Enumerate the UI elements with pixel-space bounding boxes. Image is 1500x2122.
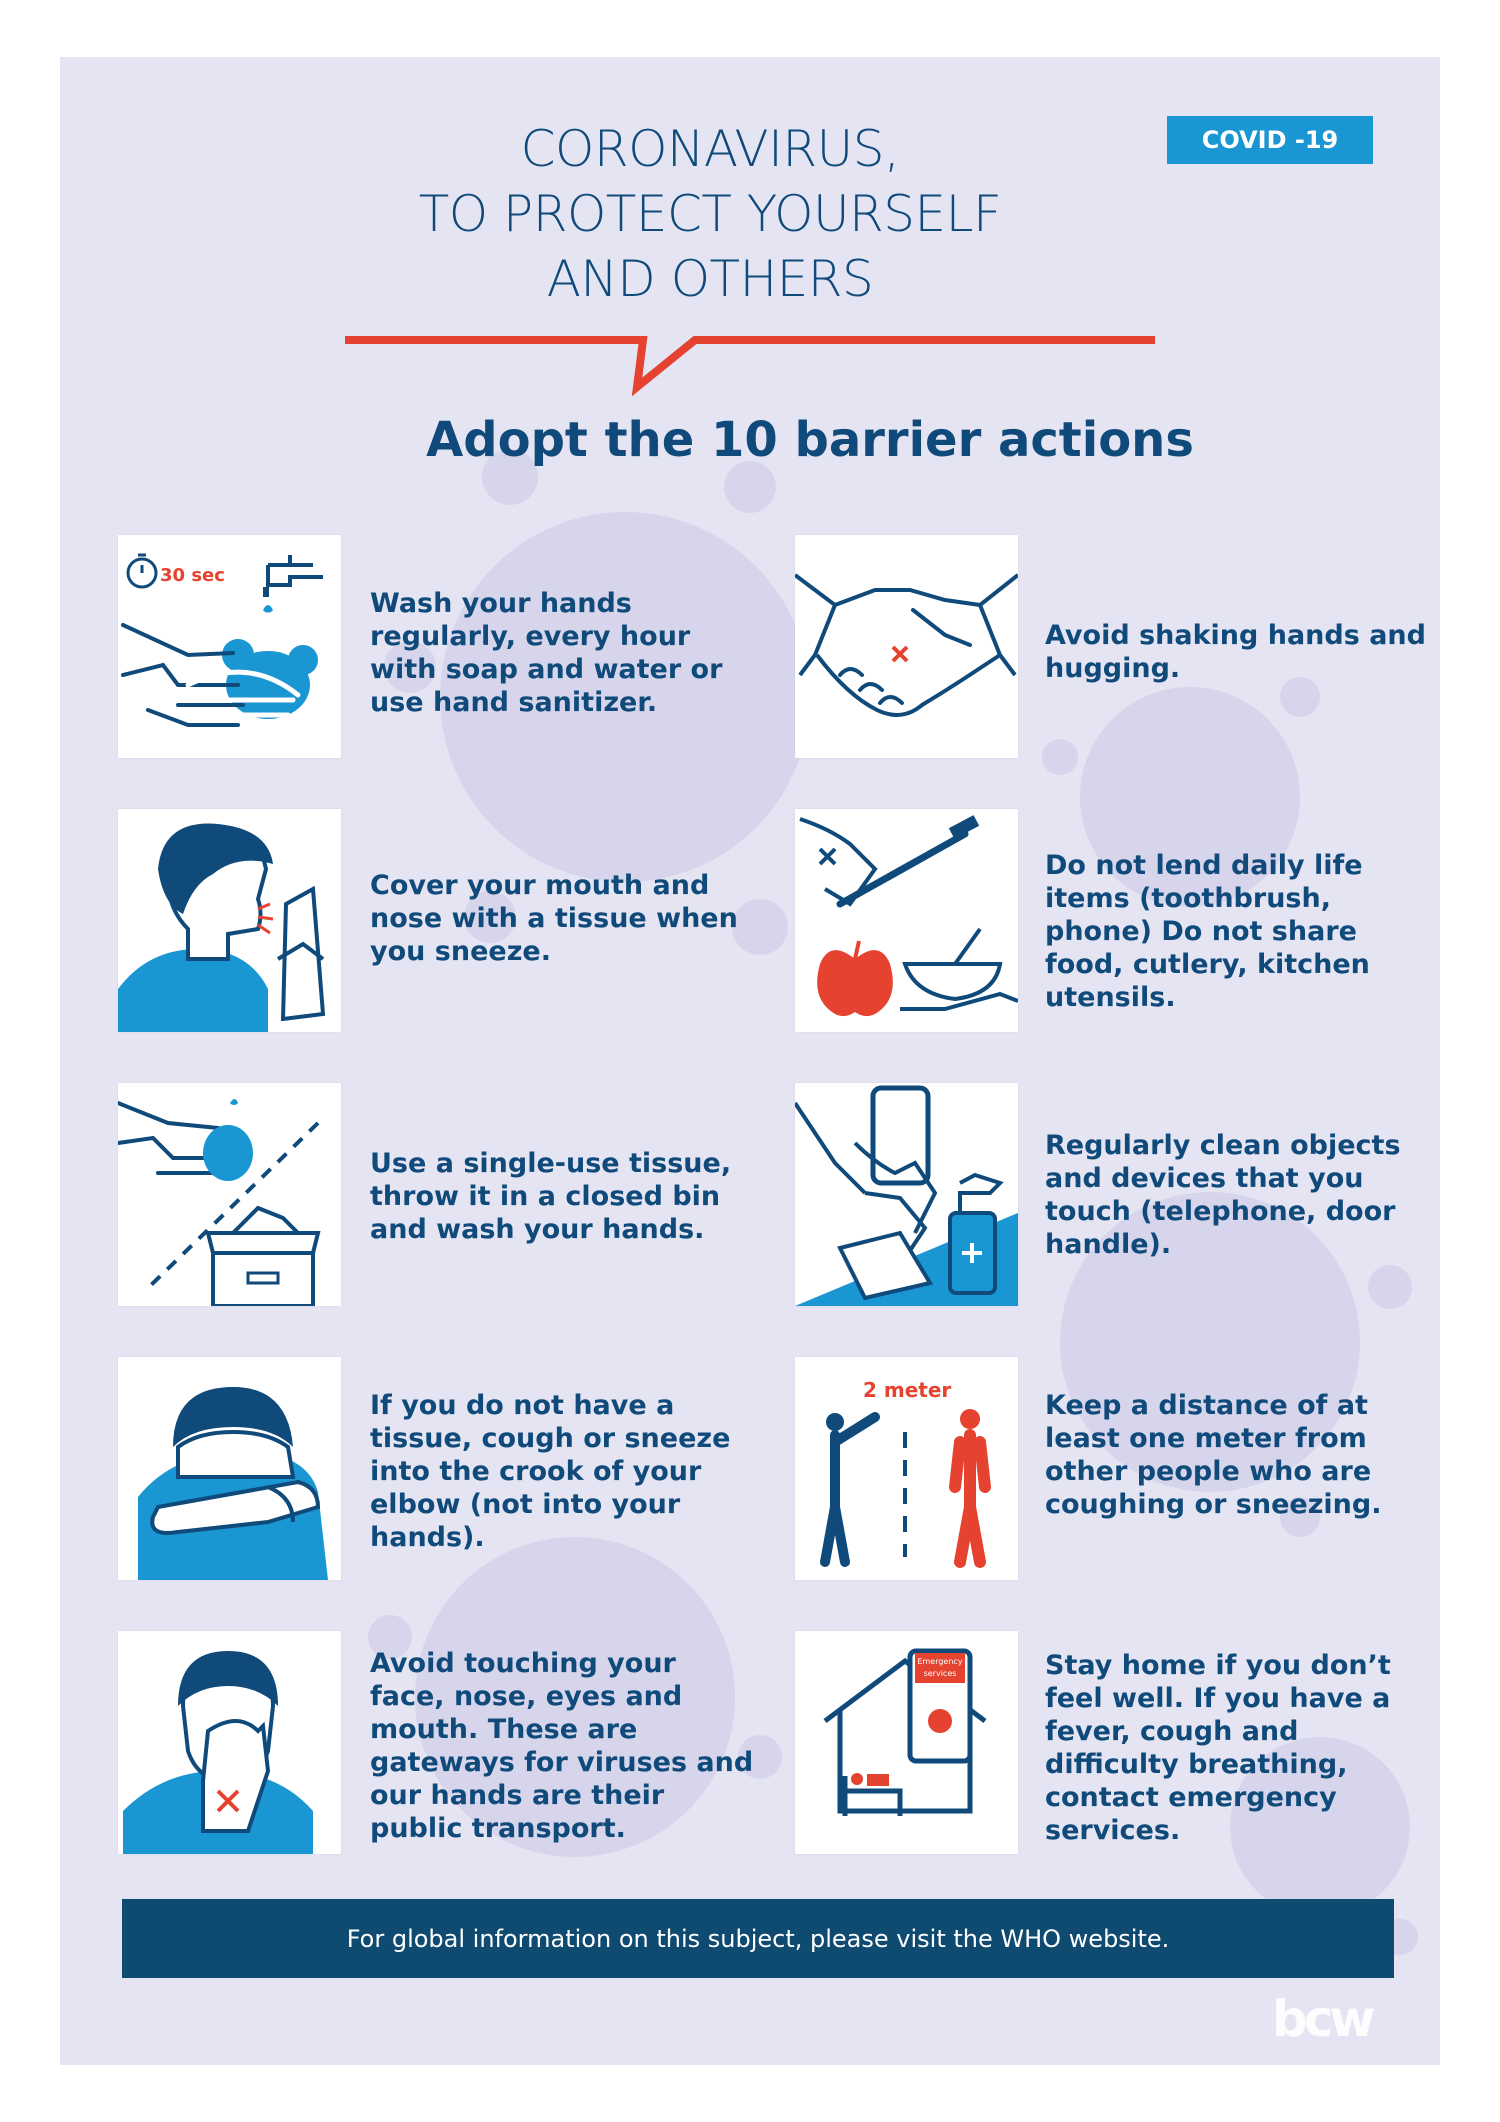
card-handshake <box>795 535 1018 758</box>
action-text: Avoid shaking hands and hugging. <box>1045 620 1426 684</box>
svg-text:Emergency: Emergency <box>917 1657 963 1666</box>
subtitle: Adopt the 10 barrier actions <box>426 412 1194 468</box>
distance-label: 2 meter <box>863 1378 952 1402</box>
action-text: Keep a distance of at least one meter from other people who are coughing or sneezing. <box>1045 1390 1382 1520</box>
svg-text:services: services <box>923 1669 957 1678</box>
face-touch-icon <box>118 1631 341 1854</box>
footer-text: For global information on this subject, please visit the WHO website. <box>346 1924 1170 1953</box>
poster <box>60 57 1440 2065</box>
card-elbow-cough <box>118 1357 341 1580</box>
card-hand-wash <box>118 535 341 758</box>
bcw-logo: bcw <box>1272 1990 1372 2048</box>
hand-wash-icon <box>118 535 341 758</box>
card-toothbrush-food <box>795 809 1018 1032</box>
card-distance <box>795 1357 1018 1580</box>
card-tissue-bin <box>118 1083 341 1306</box>
title-line: CORONAVIRUS, <box>520 120 900 178</box>
card-face-touch <box>118 1631 341 1854</box>
card-sneeze-tissue <box>118 809 341 1032</box>
action-text: Do not lend daily life items (toothbrush, phone) Do not share food, cutlery, kitchen utensils. <box>1045 850 1370 1013</box>
page-title <box>260 117 1160 312</box>
action-text: Wash your hands regularly, every hour with soap and water or use hand sanitizer. <box>370 588 723 718</box>
speech-divider-icon <box>345 332 1155 412</box>
tissue-bin-icon <box>118 1083 341 1306</box>
stay-home-icon <box>795 1631 1018 1854</box>
action-text: Stay home if you don’t feel well. If you have a fever, cough and difficulty breathing, contact emergency services. <box>1045 1650 1391 1846</box>
footer-banner <box>122 1899 1394 1978</box>
action-text: Use a single-use tissue, throw it in a closed bin and wash your hands. <box>370 1148 732 1245</box>
toothbrush-food-icon <box>795 809 1018 1032</box>
card-clean-devices <box>795 1083 1018 1306</box>
distance-icon <box>795 1357 1018 1580</box>
handshake-icon <box>795 535 1018 758</box>
covid-badge: COVID -19 <box>1167 116 1373 164</box>
title-line: TO PROTECT YOURSELF <box>418 185 1002 243</box>
card-stay-home <box>795 1631 1018 1854</box>
action-text: Regularly clean objects and devices that you touch (telephone, door handle). <box>1045 1130 1401 1260</box>
action-text: If you do not have a tissue, cough or sneeze into the crook of your elbow (not into your hands). <box>370 1390 731 1553</box>
action-text: Cover your mouth and nose with a tissue when you sneeze. <box>370 870 738 967</box>
timer-label: 30 sec <box>160 565 225 586</box>
sneeze-tissue-icon <box>118 809 341 1032</box>
title-line: AND OTHERS <box>546 250 874 308</box>
action-text: Avoid touching your face, nose, eyes and mouth. These are gateways for viruses and our hands are their public transport. <box>370 1648 754 1844</box>
elbow-cough-icon <box>118 1357 341 1580</box>
clean-devices-icon <box>795 1083 1018 1306</box>
